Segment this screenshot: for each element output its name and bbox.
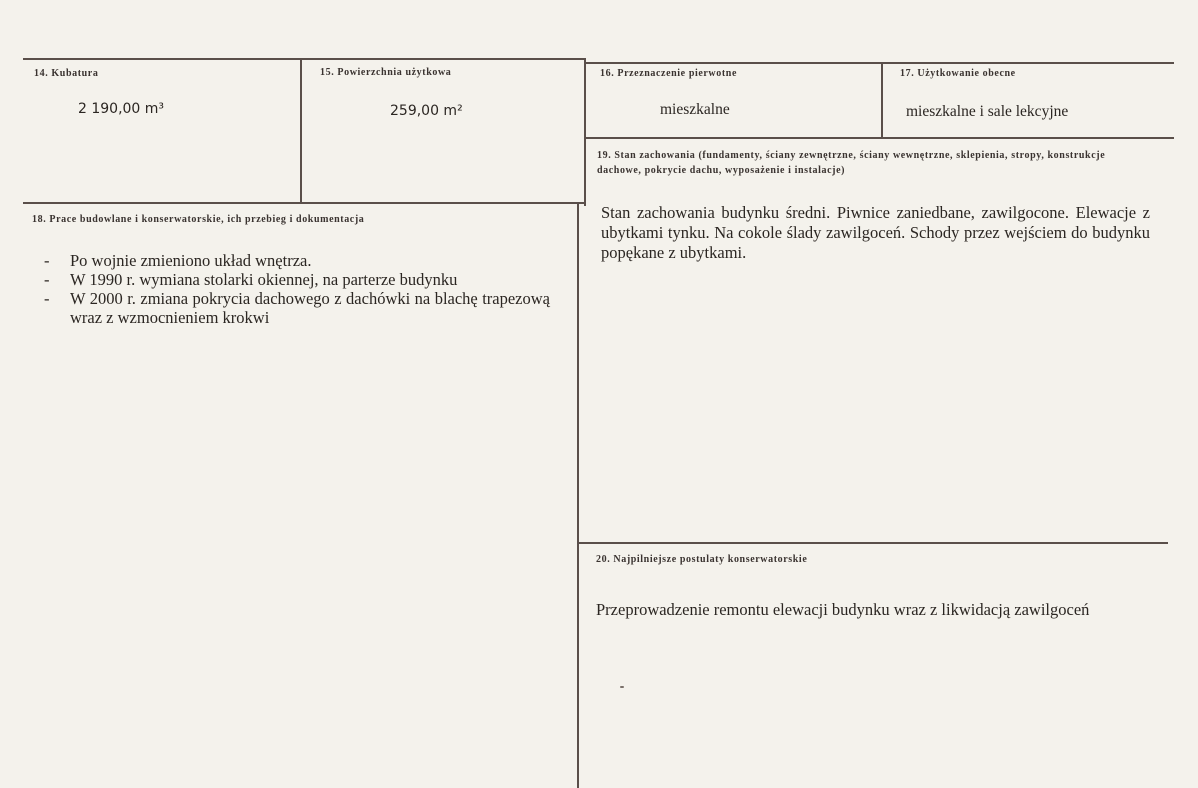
list-item (44, 289, 550, 327)
field-14-value: 2 190,00 m³ (78, 101, 165, 117)
center-divider (584, 58, 586, 206)
list-marker: - (44, 251, 50, 270)
divider-16-17 (881, 62, 883, 138)
paper-speck (620, 686, 624, 688)
field-17-label: 17. Użytkowanie obecne (900, 68, 1016, 79)
top-rule (23, 58, 585, 60)
field-17-value: mieszkalne i sale lekcyjne (906, 103, 1069, 120)
list-item-text: Po wojnie zmieniono układ wnętrza. (70, 251, 312, 270)
list-item-text: W 2000 r. zmiana pokrycia dachowego z dachówki na blachę trapezową wraz z wzmocnieniem krokwi (70, 289, 550, 327)
field-14-label: 14. Kubatura (34, 68, 99, 79)
center-divider-lower (577, 204, 579, 788)
field-18-label: 18. Prace budowlane i konserwatorskie, ich przebieg i dokumentacja (32, 214, 365, 225)
list-marker: - (44, 289, 50, 308)
list-item-text: W 1990 r. wymiana stolarki okiennej, na parterze budynku (70, 270, 458, 289)
rule-under-16-17 (585, 137, 1174, 139)
field-15-value: 259,00 m² (390, 103, 463, 119)
field-19-text: Stan zachowania budynku średni. Piwnice zaniedbane, zawilgocone. Elewacje z ubytkami tynku. Na cokole ślady zawilgoceń. Schody przez wejściem do budynku popękane z ubytkami. (601, 203, 1150, 262)
field-16-label: 16. Przeznaczenie pierwotne (600, 68, 737, 79)
rule-above-20 (578, 542, 1168, 544)
list-item (44, 251, 550, 270)
top-rule-right (585, 62, 1174, 64)
field-19-label: 19. Stan zachowania (fundamenty, ściany zewnętrzne, ściany wewnętrzne, sklepienia, stropy, konstrukcje dachowe, pokrycie dachu, wyposażenie i instalacje) (597, 150, 1106, 176)
rule-under-14-15 (23, 202, 585, 204)
field-16-value: mieszkalne (660, 101, 730, 118)
divider-14-15 (300, 58, 302, 203)
field-20-label: 20. Najpilniejsze postulaty konserwatorskie (596, 554, 808, 565)
list-marker: - (44, 270, 50, 289)
list-item (44, 270, 550, 289)
field-20-text: Przeprowadzenie remontu elewacji budynku wraz z likwidacją zawilgoceń (596, 600, 1090, 619)
field-18-list (44, 251, 550, 327)
field-15-label: 15. Powierzchnia użytkowa (320, 67, 452, 78)
